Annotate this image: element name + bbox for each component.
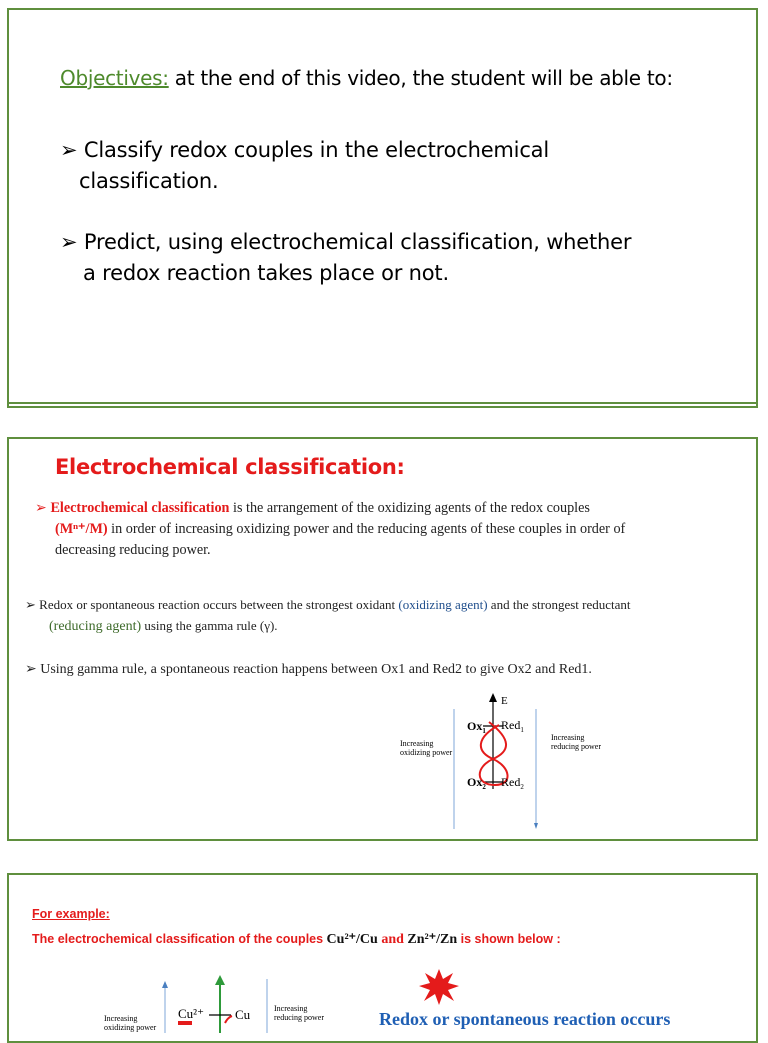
- couple-cu: Cu²⁺/Cu: [326, 932, 378, 947]
- arrow-bullet-icon: ➢: [25, 597, 40, 612]
- bullet-2-line-2: a redox reaction takes place or not.: [83, 261, 449, 285]
- example-description: [32, 931, 561, 948]
- axis-label-e: E: [501, 695, 508, 707]
- gamma-text-b: and the strongest reductant: [487, 597, 631, 612]
- right-label-1: Increasing: [551, 733, 585, 742]
- left-label-2: oxidizing power: [400, 748, 453, 757]
- couple-zn: Zn²⁺/Zn: [407, 932, 458, 947]
- ox1-label: $Ox_1$: [467, 719, 486, 735]
- reductant-note: (reducing agent): [49, 619, 142, 634]
- gamma-text-a: Redox or spontaneous reaction occurs between the strongest oxidant: [39, 597, 399, 612]
- arrow-bullet-icon: ➢: [35, 500, 51, 516]
- spontaneous-reaction-text: Redox or spontaneous reaction occurs: [379, 1009, 671, 1029]
- example-text-b: is shown below :: [457, 932, 561, 946]
- ox2-label: $Ox_2$: [467, 775, 486, 791]
- and-word: and: [377, 932, 408, 947]
- definition-text-b: in order of increasing oxidizing power and the reducing agents of these couples in order of: [107, 521, 626, 537]
- gamma-text-c: using the gamma rule (γ).: [141, 618, 278, 633]
- bullet-1-line-2: classification.: [79, 169, 219, 193]
- left-label-1: Increasing: [400, 739, 434, 748]
- couple-notation: (Mⁿ⁺/M): [55, 521, 108, 537]
- objective-bullet-2: [60, 227, 631, 289]
- ex-left-label-1: Increasing: [104, 1014, 138, 1023]
- explosion-icon: [419, 969, 459, 1005]
- example-slide: [7, 873, 758, 1043]
- gamma-rule-text: Using gamma rule, a spontaneous reaction happens between Ox1 and Red2 to give Ox2 and Red1.: [40, 662, 592, 677]
- oxidant-note: (oxidizing agent): [398, 597, 488, 612]
- definition-line-2: [35, 519, 699, 540]
- definition-paragraph: [35, 498, 699, 561]
- objective-bullet-1: [60, 135, 549, 197]
- slide-divider: [7, 402, 758, 404]
- definition-term: Electrochemical classification: [50, 500, 230, 516]
- example-text-a: The electrochemical classification of the couples: [32, 932, 327, 946]
- classification-slide: [7, 437, 758, 841]
- cu-label: Cu: [235, 1007, 251, 1022]
- ex-right-label-2: reducing power: [274, 1013, 324, 1022]
- right-label-2: reducing power: [551, 742, 601, 751]
- slide-title: Electrochemical classification:: [55, 455, 405, 479]
- gamma-paragraph: [25, 594, 725, 637]
- arrow-bullet-icon: ➢: [60, 138, 84, 162]
- arrow-bullet-icon: ➢: [60, 230, 84, 254]
- cu-ion-label: Cu²⁺: [178, 1006, 204, 1021]
- objectives-slide: [7, 8, 758, 408]
- objectives-line: [60, 66, 673, 90]
- arrow-bullet-icon: ➢: [25, 662, 41, 677]
- ex-right-label-1: Increasing: [274, 1004, 308, 1013]
- objectives-text: at the end of this video, the student will be able to:: [168, 66, 673, 90]
- bullet-2-line-1: Predict, using electrochemical classification, whether: [83, 230, 632, 254]
- gamma-line-2: [25, 615, 725, 637]
- definition-text-c: decreasing reducing power.: [55, 542, 211, 558]
- objectives-label: Objectives:: [60, 66, 169, 90]
- example-diagram: [89, 973, 349, 1033]
- red1-label: Red$_1$: [501, 718, 524, 734]
- gamma-rule-paragraph: [25, 661, 725, 678]
- example-label: For example:: [32, 907, 110, 921]
- ex-left-label-2: oxidizing power: [104, 1023, 157, 1032]
- bullet-1-line-1: Classify redox couples in the electrochemical: [83, 138, 549, 162]
- gamma-diagram: [389, 689, 629, 834]
- definition-text-a: is the arrangement of the oxidizing agents of the redox couples: [229, 500, 590, 516]
- red2-label: Red$_2$: [501, 775, 524, 791]
